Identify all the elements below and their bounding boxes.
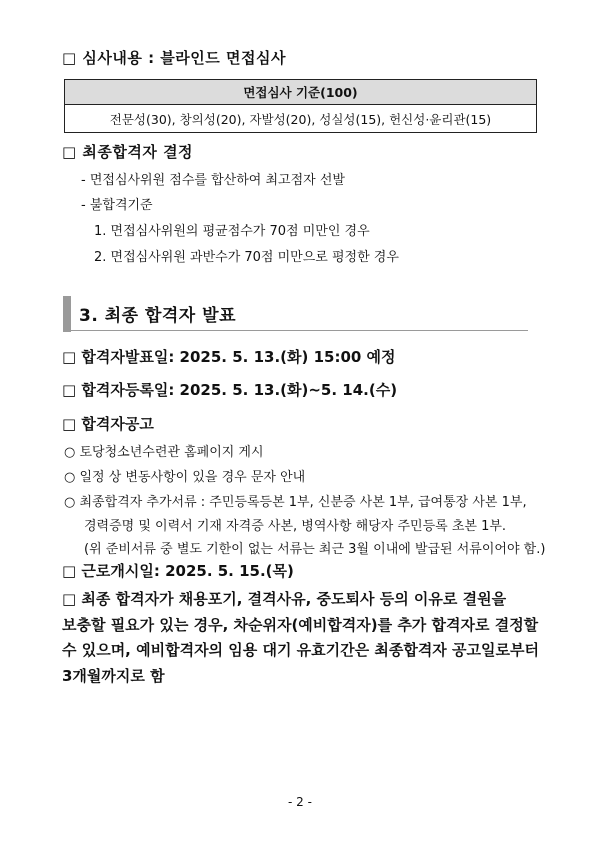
notice-item-documents: ○ 최종합격자 추가서류 : 주민등록등본 1부, 신분증 사본 1부, 급여통장 사본 1부,: [64, 495, 527, 510]
notice-item-documents-cont: 경력증명 및 이력서 기재 자격증 사본, 병역사항 해당자 주민등록 초본 1부.: [84, 519, 507, 534]
criteria-table: [64, 79, 537, 133]
criteria-table-header: 면접심사 기준(100): [65, 80, 537, 105]
final-item-sum: - 면접심사위원 점수를 합산하여 최고점자 선발: [81, 173, 345, 188]
criteria-table-body: 전문성(30), 창의성(20), 자발성(20), 성실성(15), 헌신성·윤리관(15): [65, 105, 537, 133]
section-underline: [71, 330, 528, 331]
review-heading: □ 심사내용 : 블라인드 면접심사: [62, 49, 286, 67]
fail-criterion-1: 1. 면접심사위원의 평균점수가 70점 미만인 경우: [94, 224, 370, 239]
notice-item-documents-note: (위 준비서류 중 별도 기한이 없는 서류는 최근 3월 이내에 발급된 서류이어야 함.): [84, 542, 546, 557]
fail-criterion-2: 2. 면접심사위원 과반수가 70점 미만으로 평정한 경우: [94, 250, 399, 265]
notice-heading: □ 합격자공고: [62, 415, 154, 433]
section-marker-bar: [63, 296, 71, 332]
section-title: 3. 최종 합격자 발표: [79, 306, 236, 326]
announce-date: □ 합격자발표일: 2025. 5. 13.(화) 15:00 예정: [62, 348, 396, 366]
notice-item-sms: ○ 일정 상 변동사항이 있을 경우 문자 안내: [64, 470, 306, 485]
page-number: - 2 -: [288, 795, 312, 809]
final-item-fail: - 불합격기준: [81, 198, 153, 213]
start-date: □ 근로개시일: 2025. 5. 15.(목): [62, 562, 294, 580]
final-decision-heading: □ 최종합격자 결정: [62, 143, 194, 161]
reserve-paragraph: □ 최종 합격자가 채용포기, 결격사유, 중도퇴사 등의 이유로 결원을 보충할 필요가 있는 경우, 차순위자(예비합격자)를 추가 합격자로 결정할 수 있으며, 예비합격자의 임용 대기 유효기간은 최종합격자 공고일로부터 3개월까지로 함: [62, 590, 539, 685]
register-date: □ 합격자등록일: 2025. 5. 13.(화)~5. 14.(수): [62, 381, 398, 399]
notice-item-homepage: ○ 토당청소년수련관 홈페이지 게시: [64, 445, 264, 460]
